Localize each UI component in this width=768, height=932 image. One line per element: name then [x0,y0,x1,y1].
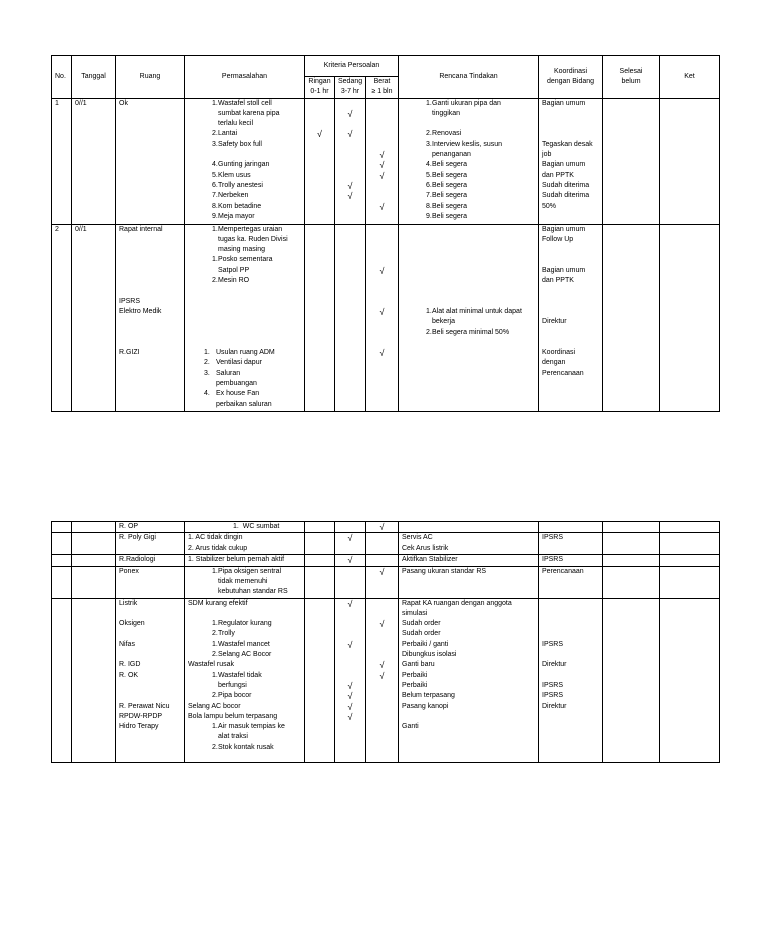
list-item: 1. Usulan ruang ADM [204,349,275,357]
cell-selesai [603,224,660,411]
cell-ket [660,224,720,411]
list-item: 7. Beli segera [426,192,468,200]
cell-rencana [399,224,539,411]
cell-selesai [603,98,660,224]
check-mark: √ [379,170,385,181]
header-selesai [603,56,660,99]
check-mark: √ [379,265,385,276]
check-mark: √ [347,555,353,566]
list-item: 3. Interview keslis, susun penanganan [426,140,503,159]
list-item: 6. Beli segera [426,181,468,189]
list-item: 5. Beli segera [426,171,468,179]
cell-koordinasi: Perencanaan [539,566,603,598]
cell-ringan [305,224,335,411]
list-item: 9. Meja mayor [212,212,255,220]
list-item: 2. Beli segera minimal 50% [426,328,510,336]
check-mark: √ [347,701,353,712]
header-selesai-line: Selesai [619,67,643,75]
list-item: 4. Beli segera [426,161,468,169]
table-row [52,598,720,762]
cell-berat [366,598,399,762]
check-mark: √ [347,639,353,650]
list-item: 2. Trolly [212,630,235,638]
list-item: 1. Posko sementara Satpol PP [212,256,273,274]
check-mark: √ [347,711,353,722]
list-item: 2. Selang AC Bocor [212,651,272,659]
header-koordinasi-line: dengan Bidang [546,77,595,85]
list-item: 5. Klem usus [212,171,251,179]
header-sedang [335,77,366,99]
cell-permasalahan: SDM kurang efektif 1. Regulator kurang 2. Trolly 1. Wastafel mancet 2. Selang AC Bocor Wastafel rusak 1. Wastafel tidak berfungsi 2. Pipa bocor Selang AC bocor Bola lampu belum terpasang 1. Air masuk tempias ke alat traksi 2. Stok kontak rusak [185,598,305,762]
cell-ruang: R. OP [116,522,185,533]
list-item: 4. Ex house Fan perbaikan saluran [204,390,272,408]
list-item: 3. Safety box full [212,140,262,148]
cell-koordinasi: IPSRS [539,555,603,566]
check-mark: √ [317,129,322,140]
check-mark: √ [347,691,353,702]
header-koordinasi [539,56,603,99]
cell-ruang: Ok [116,98,185,224]
list-item: 1. Mempertegas uraian tugas ka. Ruden Divisi masing masing [212,225,288,254]
check-mark: √ [347,533,353,544]
list-item: 2. Stok kontak rusak [212,743,274,751]
check-mark: √ [379,566,385,577]
list-item: 1. Wastafel tidak berfungsi [212,671,262,689]
list-item: 2. Ventilasi dapur [204,359,262,367]
table-row [52,555,720,566]
check-mark: √ [379,660,385,671]
header-ringan [305,77,335,99]
list-item: 2. Mesin RO [212,277,250,285]
list-item: 1. Wastafel mancet [212,640,270,648]
list-item: 8. Beli segera [426,202,468,210]
check-mark: √ [379,522,385,532]
list-item: 1. Air masuk tempias ke alat traksi [212,723,285,741]
cell-permasalahan [185,224,305,411]
header-permasalahan: Permasalahan [185,56,305,99]
list-gap [206,150,301,160]
list-item: 1. Pipa oksigen sentral tidak memenuhi kebutuhan standar RS [212,567,288,596]
cell-ket [660,98,720,224]
cell-permasalahan [185,566,305,598]
header-ringan-line: 0-1 hr [310,88,329,96]
header-koordinasi-line: Koordinasi [553,67,588,75]
check-mark: √ [347,598,353,609]
cell-permasalahan: 1. AC tidak dingin 2. Arus tidak cukup [185,533,305,555]
cell-rencana: Pasang ukuran standar RS [399,566,539,598]
cell-rencana: Aktifkan Stabilizer [399,555,539,566]
list-item: 1. Wastafel stoll cell sumbat karena pipa terlalu kecil [212,99,280,128]
cell-rencana: Rapat KA ruangan dengan anggota simulasi Sudah order Sudah order Perbaiki / ganti Dibungkus isolasi Ganti baru Perbaiki Perbaiki Belum terpasang Pasang kanopi Ganti [399,598,539,762]
cell-ruang: Ponex [116,566,185,598]
cell-berat [366,224,399,411]
cell-sedang [335,598,366,762]
cell-no: 2 [52,224,72,411]
cell-ruang: R.Radiologi [116,555,185,566]
cell-sedang [335,555,366,566]
list-item: 2. Lantai [212,130,238,138]
problem-table-1 [51,55,720,412]
list-item: 1. Ganti ukuran pipa dan tinggikan [426,99,501,117]
list-item: 8. Kom betadine [212,202,262,210]
table-row [52,566,720,598]
check-mark: √ [379,306,385,317]
check-mark: √ [347,191,353,202]
cell-sedang [335,98,366,224]
list-item: 3. Saluran pembuangan [204,369,257,388]
cell-koordinasi: IPSRS Direktur IPSRS IPSRS Direktur [539,598,603,762]
header-tanggal: Tanggal [72,56,116,99]
cell-permasalahan: 1. WC sumbat [185,522,305,533]
check-mark: √ [379,670,385,681]
cell-permasalahan [185,98,305,224]
table-row [52,224,720,411]
list-item: 7. Nerbeken [212,192,249,200]
cell-sedang [335,224,366,411]
header-ket: Ket [660,56,720,99]
header-kriteria: Kriteria Persoalan [305,56,399,77]
cell-ruang: Listrik Oksigen Nifas R. IGD R. OK R. Perawat Nicu RPDW-RPDP Hidro Terapy [116,598,185,762]
check-mark: √ [347,680,353,691]
cell-sedang [335,533,366,555]
cell-ringan [305,98,335,224]
list-item: 6. Trolly anestesi [212,181,263,189]
header-no: No. [52,56,72,99]
cell-rencana: Servis AC Cek Arus listrik [399,533,539,555]
header-ringan-line: Ringan [308,78,331,85]
check-mark: √ [379,150,385,161]
cell-ruang: Rapat internal IPSRS Elektro Medik R.GIZI [116,224,185,411]
check-mark: √ [379,201,385,212]
check-mark: √ [379,160,385,171]
cell-tanggal: 0//1 [72,224,116,411]
header-selesai-line: belum [621,77,641,85]
cell-no: 1 [52,98,72,224]
list-item: 9. Beli segera [426,212,468,220]
cell-koordinasi: Bagian umum Tegaskan desak job Bagian umum dan PPTK Sudah diterima Sudah diterima 50% [539,98,603,224]
list-gap [420,119,535,129]
list-item: 2. Pipa bocor [212,692,252,700]
list-item: 2. Renovasi [426,130,462,138]
cell-berat [366,98,399,224]
cell-permasalahan: 1. Stabilizer belum pernah aktif [185,555,305,566]
cell-rencana [399,98,539,224]
check-mark: √ [347,108,353,119]
list-item: 1. Regulator kurang [212,620,272,628]
header-berat [366,77,399,99]
cell-tanggal: 0//1 [72,98,116,224]
list-item: 4. Gunting jaringan [212,161,270,169]
header-sedang-line: Sedang [338,78,363,85]
check-mark: √ [379,619,385,630]
table-row [52,522,720,533]
table-row [52,98,720,224]
cell-koordinasi: IPSRS [539,533,603,555]
cell-berat [366,522,399,533]
check-mark: √ [379,348,385,359]
header-berat-line: Berat [373,78,391,85]
check-mark: √ [347,129,353,140]
header-berat-line: ≥ 1 bln [371,88,393,96]
check-mark: √ [347,180,353,191]
cell-berat [366,566,399,598]
header-ruang: Ruang [116,56,185,99]
table-row [52,533,720,555]
cell-ruang: R. Poly Gigi [116,533,185,555]
header-rencana: Rencana Tindakan [399,56,539,99]
list-item: 1. Alat alat minimal untuk dapat bekerja [426,307,522,326]
header-sedang-line: 3-7 hr [340,88,360,96]
problem-table-2 [51,521,720,763]
cell-koordinasi: Bagian umum Follow Up Bagian umum dan PPTK Direktur Koordinasi dengan Perencanaan [539,224,603,411]
